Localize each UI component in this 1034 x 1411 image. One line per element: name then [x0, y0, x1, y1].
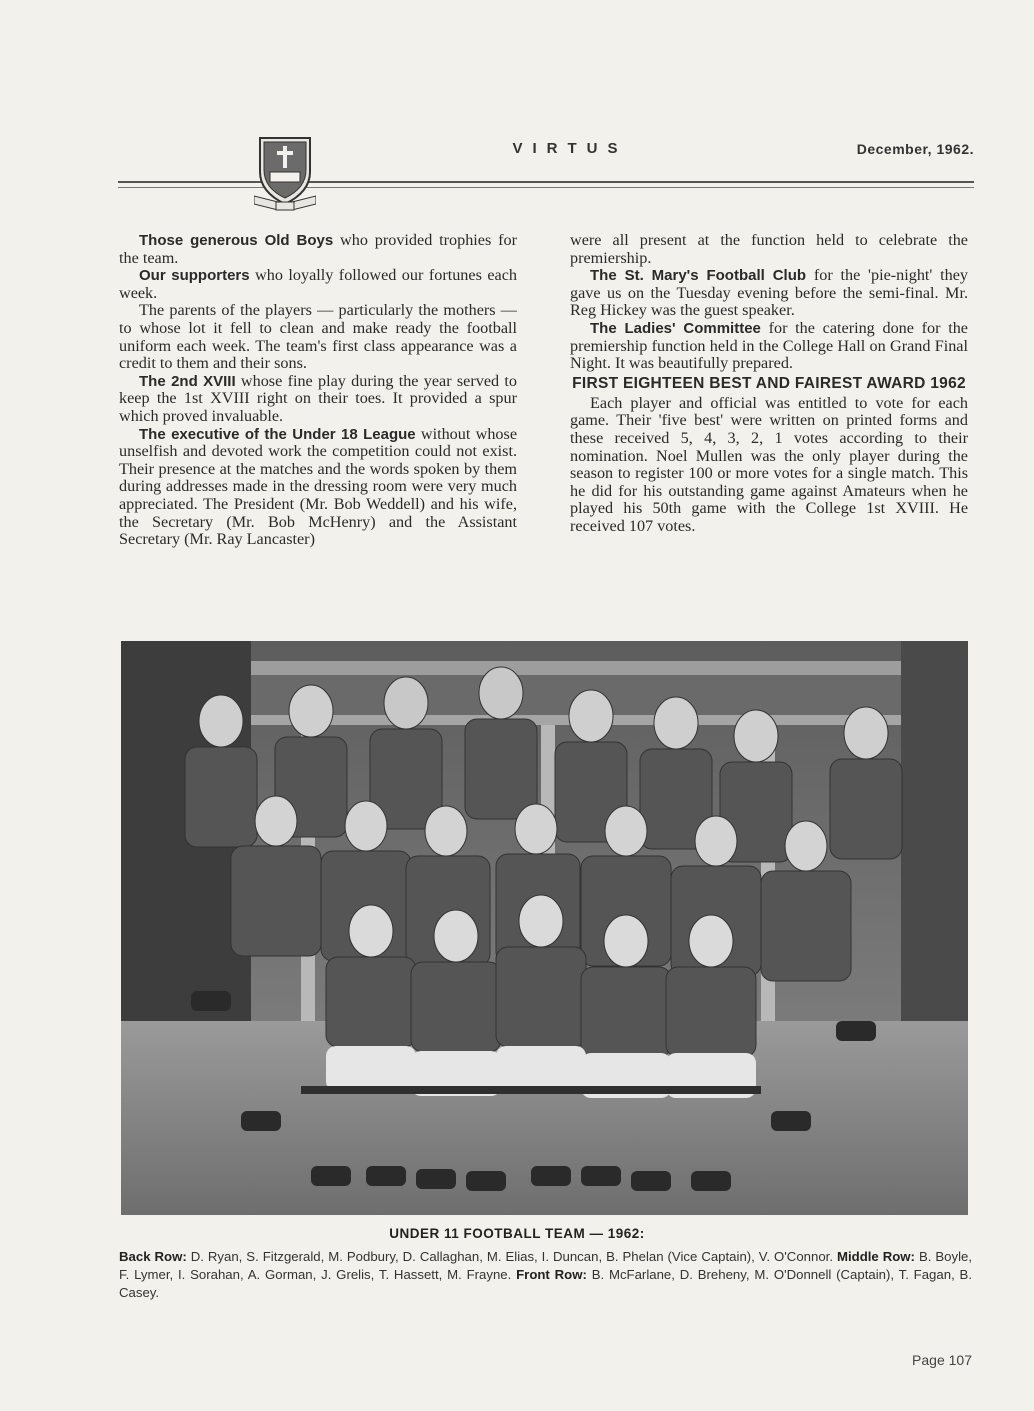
back-row-names: D. Ryan, S. Fitzgerald, M. Podbury, D. Callaghan, M. Elias, I. Duncan, B. Phelan (Vice Captain), V. O'Connor. — [190, 1249, 833, 1264]
paragraph-executive: The executive of the Under 18 League without whose unselfish and devoted work the competition could not exist. Their presence at the matches and the words spoken by them during addresses made in the dressing room were very much appreciated. The President (Mr. Bob Weddell) and his wife, the Secretary (Mr. Bob McHenry) and the Assistant Secretary (Mr. Ray Lancaster) — [119, 424, 518, 549]
paragraph-parents: The parents of the players — particularly the mothers — to whose lot it fell to clean and make ready the football uniform each week. The team's first class appearance was a credit to them and their sons. — [119, 301, 517, 373]
page-number: Page 107 — [912, 1352, 972, 1368]
paragraph-old-boys: Those generous Old Boys who provided trophies for the team. — [119, 231, 517, 267]
paragraph-ladies-committee: The Ladies' Committee for the catering done for the premiership function held in the College Hall on Grand Final Night. It was beautifully prepared. — [570, 318, 968, 373]
team-photograph — [121, 641, 968, 1215]
middle-row-label: Middle Row: — [836, 1249, 915, 1264]
paragraph-supporters: Our supporters who loyally followed our fortunes each week. — [119, 266, 517, 302]
front-row-names: B. McFarlane, D. Breheny, M. O'Donnell (Captain), T. Fagan, B. Casey. — [119, 1267, 973, 1300]
photo-caption-title: UNDER 11 FOOTBALL TEAM — 1962: — [389, 1226, 645, 1241]
back-row-label: Back Row: — [119, 1249, 187, 1264]
photo-caption — [119, 1248, 972, 1302]
paragraph-2nd-xviii: The 2nd XVIII whose fine play during the year served to keep the 1st XVIII right on their toes. It provided a spur which proved invaluable. — [119, 371, 517, 425]
award-heading: FIRST EIGHTEEN BEST AND FAIREST AWARD 1962 — [572, 374, 966, 392]
college-crest-icon — [254, 130, 316, 212]
right-column — [570, 232, 968, 536]
front-row-label: Front Row: — [516, 1267, 587, 1282]
masthead: VIRTUS — [512, 140, 628, 157]
middle-row-names: B. Boyle, F. Lymer, I. Sorahan, A. Gorman, J. Grelis, T. Hassett, M. Frayne. — [119, 1249, 973, 1282]
paragraph-continuation: were all present at the function held to celebrate the premiership. — [570, 231, 968, 267]
issue-date: December, 1962. — [856, 141, 974, 157]
paragraph-award: Each player and official was entitled to vote for each game. Their 'five best' were written on printed forms and these received 5, 4, 3, 2, 1 votes according to their nomination. Noel Mullen was the only player during the season to register 100 or more votes for a single match. This he did for his outstanding game against Amateurs when he played his 50th game with the College 1st XVIII. He received 107 votes. — [570, 393, 968, 535]
header-rule — [118, 181, 974, 188]
paragraph-st-marys: The St. Mary's Football Club for the 'pie-night' they gave us on the Tuesday evening before the semi-final. Mr. Reg Hickey was the guest speaker. — [570, 266, 968, 320]
left-column — [119, 232, 517, 549]
